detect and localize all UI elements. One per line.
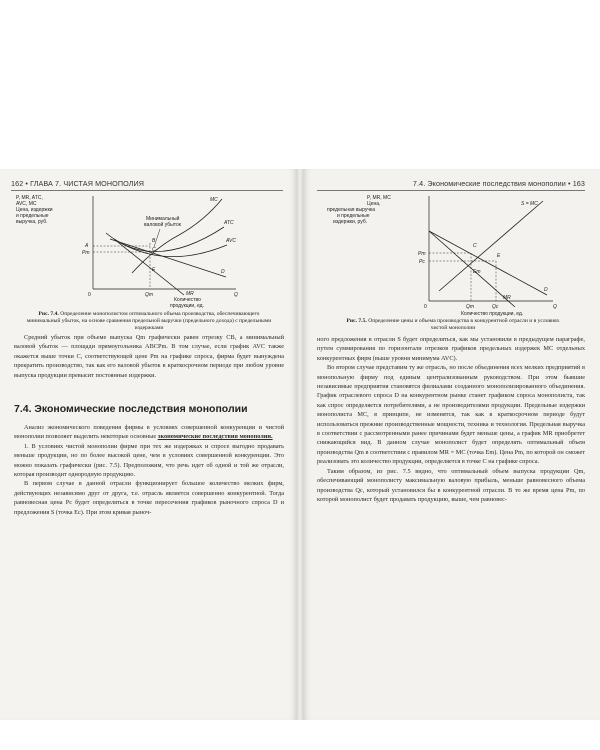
fig4-label-b: B bbox=[152, 238, 156, 244]
fig4-ylabel-1: P, MR, ATC, bbox=[16, 195, 43, 201]
fig4-demand-line bbox=[110, 239, 226, 277]
running-head-left: 162 • ГЛАВА 7. ЧИСТАЯ МОНОПОЛИЯ bbox=[11, 179, 283, 191]
fig5-label-c: C bbox=[473, 243, 477, 249]
fig4-label-zero: 0 bbox=[88, 292, 91, 298]
fig4-ylabel-3: Цена, издержки bbox=[16, 207, 53, 213]
fig4-mr-line bbox=[114, 239, 184, 295]
fig5-label-smc: S = MC bbox=[521, 201, 538, 207]
fig4-xlabel-1: Количество bbox=[174, 297, 201, 303]
fig5-label-d: D bbox=[544, 287, 548, 293]
figure-7-4-caption-number: Рис. 7.4. bbox=[38, 311, 59, 317]
fig4-ylabel-5: выручка, руб. bbox=[16, 219, 48, 225]
fig4-atc-curve bbox=[106, 227, 224, 252]
figure-7-4-caption-text: Определение монополистом оптимального объема производства, обеспечивающего минимальный убыток, на основе сравнения предельной выручки (предельного дохода) с предельными издержками bbox=[26, 311, 272, 331]
book-spread bbox=[0, 169, 600, 720]
left-paragraph-point-1: 1. В условиях чистой монополии фирме при тех же издержках и спросе выгодно продавать меньше продукции, но по более высокой цене, чем в условиях совершенной конкуренции. Это можно показать графически (рис. 7.5). Предположим, что речь идет об одной и той же отрасли, которая производит однородную продукцию. bbox=[14, 442, 284, 479]
figure-7-5-caption-number: Рис. 7.5. bbox=[346, 318, 367, 324]
fig5-label-pm: Pm bbox=[418, 251, 426, 257]
left-paragraph-loss-text: Средний убыток при объеме выпуска Qm графически равен отрезку CB, а минимальный валовой убыток — площади прямоугольника ABCPm. В том случае, если график AVC также окажется выше точки C, соответствующей цене Pm на графике спроса, фирма будет вынуждена прекратить производство, так как его валовой убыток в краткосрочном периоде при любом уровне выпуска продукции превысит постоянные издержки. bbox=[14, 334, 284, 379]
fig5-demand-line bbox=[429, 231, 547, 295]
fig4-label-qm: Qm bbox=[145, 292, 154, 298]
left-page bbox=[0, 169, 297, 720]
left-paragraph-intro bbox=[14, 423, 284, 442]
figure-7-4-caption bbox=[24, 311, 274, 332]
fig4-label-q: Q bbox=[234, 292, 238, 298]
right-paragraph-continuation: ного предложения в отрасли S будет определяться, как мы установили в предыдущем параграфе, путем суммирования по горизонтали отрезков графиков предельных издержек MC отдельных конкурентных фирм (выше уровня минимума AVC). bbox=[317, 336, 585, 362]
fig5-ylabel-1: P, MR, MC bbox=[367, 195, 391, 201]
fig5-ylabel-5: издержки, руб. bbox=[333, 219, 368, 225]
left-paragraph-intro-text: Анализ экономического поведения фирмы в условиях совершенной конкуренции и чистой монополии позволяет выделить некоторые основные bbox=[14, 424, 284, 441]
fig5-ylabel-4: и предельные bbox=[337, 213, 370, 219]
fig4-annotation-1: Минимальный bbox=[146, 216, 180, 222]
right-body-text bbox=[317, 335, 585, 504]
figure-7-5 bbox=[321, 191, 581, 317]
fig5-ylabel-2: Цена, bbox=[367, 201, 381, 207]
figure-7-4-graph bbox=[14, 191, 284, 309]
fig5-label-qc: Qc bbox=[492, 304, 499, 310]
fig4-label-a: A bbox=[85, 243, 89, 249]
fig5-label-e: E bbox=[497, 253, 501, 259]
figure-7-4 bbox=[14, 191, 284, 309]
fig4-label-pm: Pm bbox=[82, 250, 90, 256]
running-head-right: 7.4. Экономические последствия монополии • 163 bbox=[317, 179, 585, 191]
fig5-label-em: Em bbox=[473, 269, 481, 275]
fig4-xlabel-2: продукции, ед. bbox=[170, 303, 204, 309]
figure-7-5-caption-text: Определение цены и объема производства в конкурентной отрасли и в условиях чистой монополии bbox=[368, 318, 560, 331]
fig4-label-avc: AVC bbox=[226, 238, 237, 244]
fig5-label-q: Q bbox=[553, 304, 557, 310]
left-paragraph-competitive: В первом случае в данной отрасли функционирует большое количество мелких фирм, действующих независимо друг от друга, т.е. отрасль является совершенно конкурентной. Тогда равновесная цена Pc будет определяться в точке пересечения графиков рыночного спроса D и предложения S (точка Ec). При этом кривая рыноч- bbox=[14, 480, 284, 516]
fig4-annotation-2: валовой убыток bbox=[144, 222, 181, 228]
fig5-supply-mc-line bbox=[439, 201, 543, 291]
fig5-xlabel: Количество продукции, ед. bbox=[461, 311, 524, 317]
fig4-label-mr: MR bbox=[186, 291, 194, 297]
left-paragraph-intro-emphasis: экономические последствия монополии. bbox=[157, 433, 273, 441]
fig4-label-c: C bbox=[152, 247, 156, 253]
right-paragraph-monopoly: Во втором случае представим ту же отрасль, но после объединения всех мелких предприятий в монопольную фирму под единым централизованным руководством. При этом бывшие независимые предприятия становятся филиалами созданного монополизированного объединения. График отраслевого спроса D на конкурентном рынке станет графиком спроса монополиста, так как спрос определяется потребителями, а не производителями продукции. Предельные издержки монополиста MC, в принципе, не изменятся, так как в краткосрочном периоде будут использоваться прежние производственные мощности, техника и технология. Предельная выручка в соответствии с рассмотренными ранее причинами будет меньше цены, а график MR приобретет снижающийся вид. В данном случае монополист будет определять оптимальный объем производства Qm в соответствии с правилом MR = MC (точка Em). Цена Pm, по которой он сможет реализовать это количество продукции, определяется в точке C на графике спроса. bbox=[317, 364, 585, 466]
right-paragraph-conclusion: Таким образом, из рис. 7.5 видно, что оптимальный объем выпуска продукции Qm, обеспечивающий монополисту максимальную валовую прибыль, меньше равновесного объема производства Qc, который установился бы в конкурентной отрасли. В то же время цена Pm, по которой монополист будет продавать продукцию, выше, чем равновес- bbox=[317, 467, 585, 503]
fig4-ylabel-4: и предельные bbox=[16, 213, 49, 219]
fig5-label-mr: MR bbox=[503, 295, 511, 301]
left-paragraph-loss bbox=[14, 333, 284, 380]
fig4-avc-curve bbox=[114, 239, 227, 257]
fig4-label-d: D bbox=[221, 269, 225, 275]
fig4-label-atc: ATC bbox=[224, 220, 234, 226]
figure-7-5-caption bbox=[343, 318, 563, 332]
fig5-label-pc: Pc bbox=[419, 259, 425, 265]
section-title: 7.4. Экономические последствия монополии bbox=[14, 403, 248, 415]
fig5-ylabel-3: предельная выручка bbox=[327, 207, 376, 213]
fig5-label-zero: 0 bbox=[424, 304, 427, 310]
fig4-ylabel-2: AVC, MC bbox=[16, 201, 37, 207]
fig4-label-e: E bbox=[152, 267, 156, 273]
figure-7-5-graph bbox=[321, 191, 581, 317]
left-body-text bbox=[14, 423, 284, 517]
right-page bbox=[303, 169, 600, 720]
fig5-label-qm: Qm bbox=[466, 304, 475, 310]
fig4-label-mc: MC bbox=[210, 197, 218, 203]
